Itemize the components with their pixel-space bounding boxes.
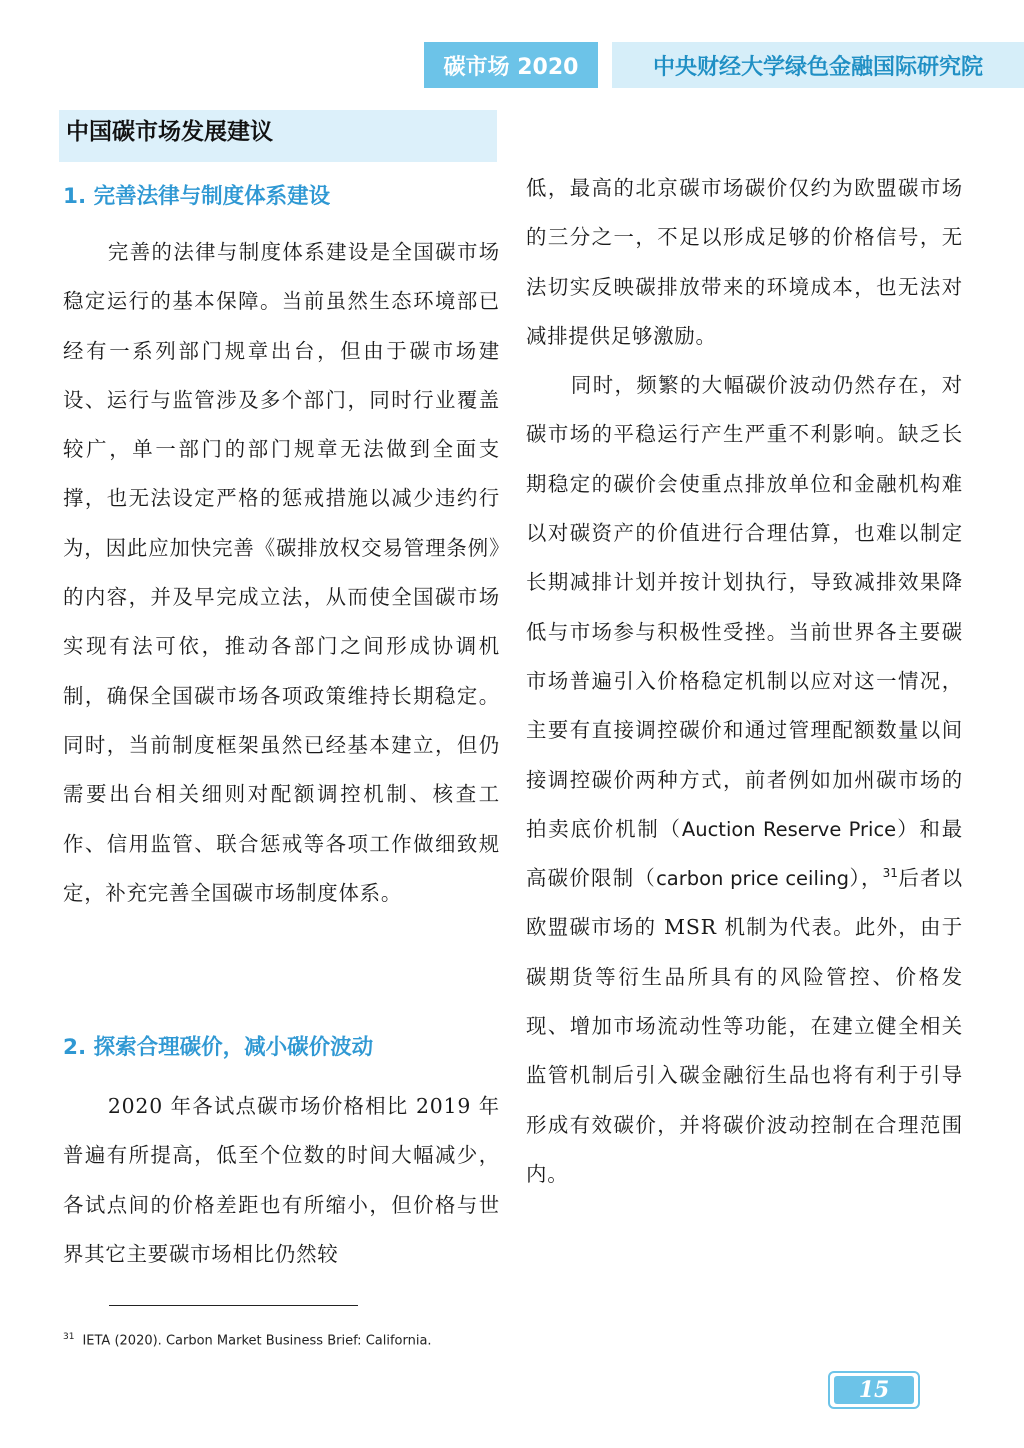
text-run: ），	[849, 866, 883, 891]
body-paragraph: 完善的法律与制度体系建设是全国碳市场稳定运行的基本保障。当前虽然生态环境部已经有一系列部门规章出台，但由于碳市场建设、运行与监管涉及多个部门，同时行业覆盖较广，单一部门的部门规章无法做到全面支撑，也无法设定严格的惩戒措施以减少违约行为，因此应加快完善《碳排放权交易管理条例》的内容，并及早完成立法，从而使全国碳市场实现有法可依，推动各部门之间形成协调机制，确保全国碳市场各项政策维持长期稳定。同时，当前制度框架虽然已经基本建立，但仍需要出台相关细则对配额调控机制、核查工作、信用监管、联合惩戒等各项工作做细致规定，补充完善全国碳市场制度体系。	[63, 240, 500, 905]
text-run: 同时，频繁的大幅碳价波动仍然存在，对碳市场的平稳运行产生严重不利影响。缺乏长期稳定的碳价会使重点排放单位和金融机构难以对碳资产的价值进行合理估算，也难以制定长期减排计划并按计划执行，导致减排效果降低与市场参与积极性受挫。当前世界各主要碳市场普遍引入价格稳定机制以应对这一情况，主要有直接调控碳价和通过管理配额数量以间接调控碳价两种方式，前者例如加州碳市场的拍卖底价机制（	[526, 373, 963, 841]
body-paragraph: 2020 年各试点碳市场价格相比 2019 年普遍有所提高，低至个位数的时间大幅减少，各试点间的价格差距也有所缩小，但价格与世界其它主要碳市场相比仍然较	[63, 1094, 500, 1266]
footnote-divider	[109, 1305, 358, 1306]
header-tab-institute: 中央财经大学绿色金融国际研究院	[612, 42, 1024, 88]
page-number-badge	[828, 1371, 920, 1409]
footnote-text: IETA (2020). Carbon Market Business Brief: California.	[82, 1333, 432, 1349]
subsection-heading-2: 2. 探索合理碳价，减小碳价波动	[63, 1035, 374, 1060]
left-column-paragraph-1	[63, 228, 500, 918]
text-run: 后者以欧盟碳市场的 MSR 机制为代表。此外，由于碳期货等衍生品所具有的风险管控、价格发现、增加市场流动性等功能，在建立健全相关监管机制后引入碳金融衍生品也将有利于引导形成有效碳价，并将碳价波动控制在合理范围内。	[526, 866, 963, 1186]
body-paragraph-continued: 低，最高的北京碳市场碳价仅约为欧盟碳市场的三分之一，不足以形成足够的价格信号，无法切实反映碳排放带来的环境成本，也无法对减排提供足够激励。	[526, 176, 963, 348]
text-run: ）和最高碳价限制（	[526, 816, 963, 891]
left-column-paragraph-2	[63, 1082, 500, 1279]
section-title: 中国碳市场发展建议	[66, 119, 273, 145]
subsection-heading-1: 1. 完善法律与制度体系建设	[63, 184, 331, 209]
header-tab-title: 碳市场 2020	[424, 42, 598, 88]
footnote	[63, 1332, 432, 1348]
body-paragraph	[526, 361, 963, 1199]
right-column	[526, 164, 963, 1199]
page-number: 15	[834, 1376, 914, 1404]
term-auction-reserve-price: Auction Reserve Price	[681, 817, 897, 841]
footnote-number: 31	[63, 1332, 75, 1342]
term-carbon-price-ceiling: carbon price ceiling	[656, 867, 850, 891]
footnote-reference[interactable]: 31	[882, 866, 898, 881]
